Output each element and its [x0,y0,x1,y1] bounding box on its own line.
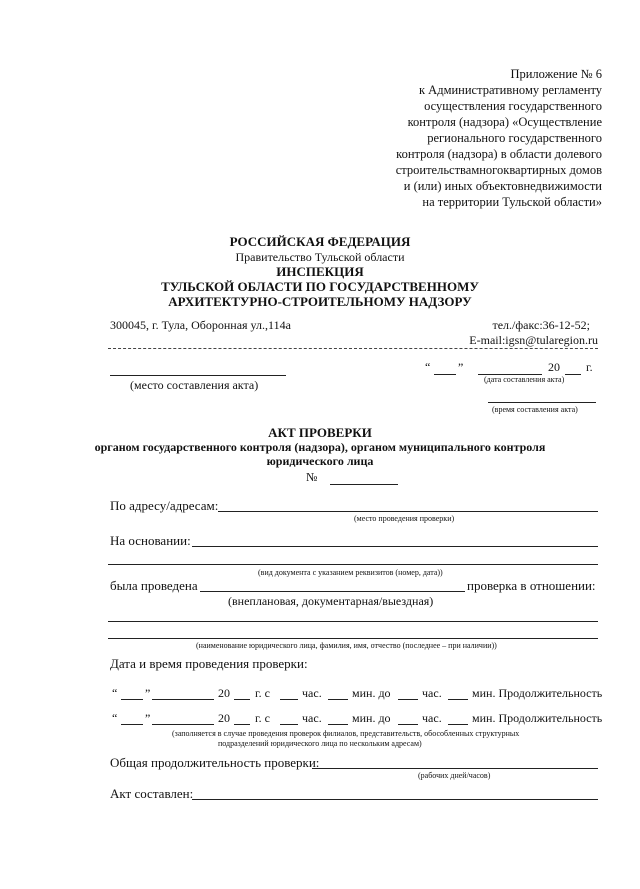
row1-duration-label: мин. Продолжительность [472,686,603,700]
appendix-line: к Административному регламенту [418,83,602,97]
appendix-line: и (или) иных объектовнедвижимости [403,179,602,193]
row1-close-quote: ” [145,686,151,700]
appendix-block [342,66,602,210]
row2-minutes-to-label: мин. до [352,711,391,725]
appendix-line: осуществления государственного [424,99,602,113]
row2-open-quote: “ [112,711,118,725]
row1-open-quote: “ [112,686,118,700]
row1-day-field[interactable] [121,699,143,700]
appendix-line: контроля (надзора) «Осуществление [407,115,602,129]
inspection-regarding-label: проверка в отношении: [467,578,596,593]
government-line: Правительство Тульской области [235,250,405,264]
date-year-prefix: 20 [548,360,560,374]
appendix-line: строительствамногоквартирных домов [395,163,602,177]
basis-caption: (вид документа с указанием реквизитов (номер, дата)) [258,568,443,577]
appendix-line: Приложение № 6 [510,67,602,81]
row1-year-field[interactable] [234,699,250,700]
row1-min-from-field[interactable] [328,699,348,700]
row1-hours-label: час. [302,686,322,700]
drawn-up-field[interactable] [192,799,598,800]
row1-month-field[interactable] [152,699,214,700]
date-close-quote: ” [458,360,464,374]
entity-field-1[interactable] [108,621,598,622]
row2-year-prefix: 20 [218,711,230,725]
row2-close-quote: ” [145,711,151,725]
appendix-line: контроля (надзора) в области долевого [396,147,602,161]
date-caption: (дата составления акта) [484,375,565,384]
row2-hour-from-field[interactable] [280,724,298,725]
entity-field-2[interactable] [108,638,598,639]
date-day-field[interactable] [434,374,456,375]
act-place-field[interactable] [110,375,286,376]
address-caption: (место проведения проверки) [354,514,455,523]
row2-min-from-field[interactable] [328,724,348,725]
date-open-quote: “ [425,360,431,374]
header-divider [108,348,598,349]
branches-caption-2: подразделений юридического лица по нескольким адресам) [218,739,422,748]
office-email: E-mail:igsn@tularegion.ru [469,333,598,347]
row2-min-to-field[interactable] [448,724,468,725]
basis-field[interactable] [192,546,598,547]
total-duration-caption: (рабочих дней/часов) [418,771,491,780]
total-duration-label: Общая продолжительность проверки: [110,755,320,770]
inspection-line-2: ТУЛЬСКОЙ ОБЛАСТИ ПО ГОСУДАРСТВЕННОМУ [161,279,479,294]
row2-hour-to-field[interactable] [398,724,418,725]
row2-hours-label: час. [302,711,322,725]
row2-from-label: г. с [255,711,270,725]
conducted-label: была проведена [110,578,198,593]
inspection-kind-field[interactable] [200,591,465,592]
inspection-line-3: АРХИТЕКТУРНО-СТРОИТЕЛЬНОМУ НАДЗОРУ [168,294,472,309]
act-number-label: № [306,470,318,484]
row1-from-label: г. с [255,686,270,700]
row2-day-field[interactable] [121,724,143,725]
appendix-line: регионального государственного [427,131,602,145]
basis-field-2[interactable] [108,564,598,565]
appendix-line: на территории Тульской области» [422,195,602,209]
branches-caption-1: (заполняется в случае проведения проверок филиалов, представительств, обособленных структурных [172,729,520,738]
date-year-suffix: г. [586,360,593,374]
inspection-kind-caption: (внеплановая, документарная/выездная) [228,594,434,608]
office-phone: тел./факс:36-12-52; [492,318,590,332]
act-title: АКТ ПРОВЕРКИ [268,425,372,440]
act-number-field[interactable] [330,484,398,485]
office-address: 300045, г. Тула, Оборонная ул.,114а [110,318,291,332]
inspection-line-1: ИНСПЕКЦИЯ [276,264,364,279]
time-caption: (время составления акта) [492,405,578,414]
entity-caption: (наименование юридического лица, фамилия, имя, отчество (последнее – при наличии)) [196,641,497,650]
date-year-field[interactable] [565,374,581,375]
row1-min-to-field[interactable] [448,699,468,700]
row2-duration-label: мин. Продолжительность [472,711,603,725]
row2-year-field[interactable] [234,724,250,725]
act-subtitle-1: органом государственного контроля (надзора), органом муниципального контроля [94,440,546,454]
row2-hours2-label: час. [422,711,442,725]
basis-label: На основании: [110,533,191,548]
address-field[interactable] [218,511,598,512]
row1-hours2-label: час. [422,686,442,700]
act-subtitle-2: юридического лица [266,454,374,468]
total-duration-field[interactable] [312,768,598,769]
row1-minutes-to-label: мин. до [352,686,391,700]
row1-hour-to-field[interactable] [398,699,418,700]
row1-hour-from-field[interactable] [280,699,298,700]
row2-month-field[interactable] [152,724,214,725]
time-field[interactable] [488,402,596,403]
row1-year-prefix: 20 [218,686,230,700]
drawn-up-label: Акт составлен: [110,786,194,801]
datetime-label: Дата и время проведения проверки: [110,656,308,671]
address-label: По адресу/адресам: [110,498,219,513]
country-heading: РОССИЙСКАЯ ФЕДЕРАЦИЯ [229,234,411,249]
act-place-caption: (место составления акта) [130,378,259,392]
